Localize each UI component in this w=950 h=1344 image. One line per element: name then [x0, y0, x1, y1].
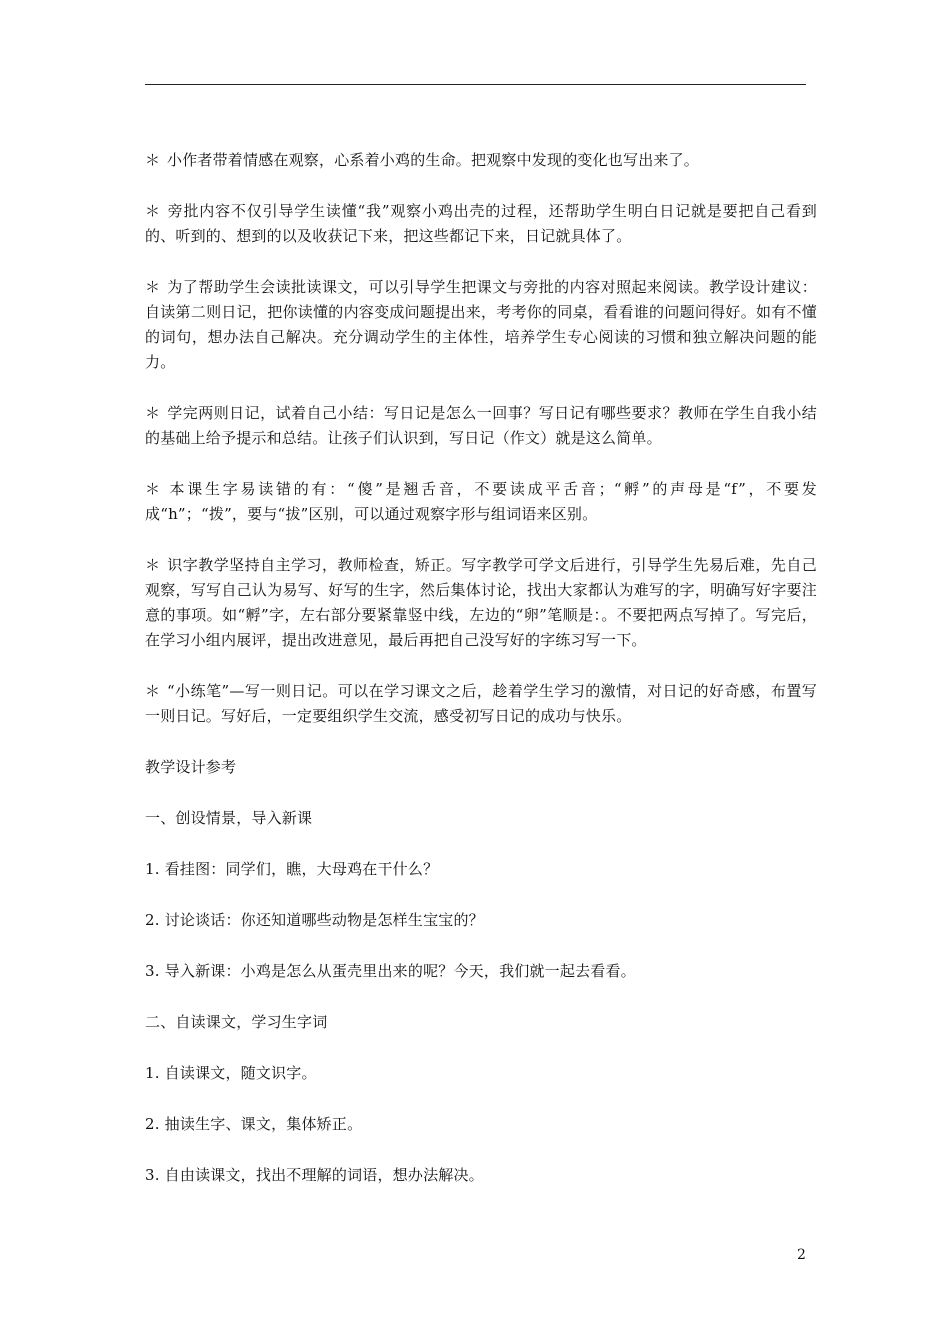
annotation-paragraph [145, 401, 817, 451]
part2-heading: 二、自读课文，学习生字词 [145, 1013, 328, 1031]
part1-heading: 一、创设情景，导入新课 [145, 809, 313, 827]
page-content [145, 148, 817, 1214]
list-item: 3. 自由读课文，找出不理解的词语，想办法解决。 [145, 1166, 484, 1184]
star-bullet-icon: ＊ [145, 682, 161, 700]
star-bullet-icon: ＊ [145, 151, 161, 169]
annotation-text: 识字教学坚持自主学习，教师检查，矫正。写字教学可学文后进行，引导学生先易后难，先自己观察，写写自己认为易写、好写的生字，然后集体讨论，找出大家都认为难写的字，明确写好字要注意的事项。如“孵”字，左右部分要紧靠竖中线，左边的“卵”笔顺是：。不要把两点写掉了。写完后，在学习小组内展评，提出改进意见，最后再把自己没写好的字练习写一下。 [145, 556, 817, 649]
annotation-text: 旁批内容不仅引导学生读懂“我”观察小鸡出壳的过程，还帮助学生明白日记就是要把自己看到的、听到的、想到的以及收获记下来，把这些都记下来，日记就具体了。 [145, 202, 817, 245]
annotation-text: “小练笔”—写一则日记。可以在学习课文之后，趁着学生学习的激情，对日记的好奇感，布置写一则日记。写好后，一定要组织学生交流，感受初写日记的成功与快乐。 [145, 682, 817, 725]
annotation-paragraph [145, 148, 817, 173]
annotation-paragraph [145, 679, 817, 729]
annotation-paragraph [145, 553, 817, 653]
annotation-text: 学完两则日记，试着自己小结：写日记是怎么一回事？写日记有哪些要求？教师在学生自我小结的基础上给予提示和总结。让孩子们认识到，写日记（作文）就是这么简单。 [145, 404, 817, 447]
star-bullet-icon: ＊ [145, 278, 161, 296]
star-bullet-icon: ＊ [145, 556, 161, 574]
section-title: 教学设计参考 [145, 758, 237, 776]
annotation-paragraph [145, 275, 817, 375]
star-bullet-icon: ＊ [145, 480, 161, 498]
star-bullet-icon: ＊ [145, 404, 161, 422]
annotation-text: 为了帮助学生会读批读课文，可以引导学生把课文与旁批的内容对照起来阅读。教学设计建议：自读第二则日记，把你读懂的内容变成问题提出来，考考你的同桌，看看谁的问题问得好。如有不懂的词句，想办法自己解决。充分调动学生的主体性，培养学生专心阅读的习惯和独立解决问题的能力。 [145, 278, 817, 371]
list-item: 2. 讨论谈话：你还知道哪些动物是怎样生宝宝的？ [145, 911, 484, 929]
header-rule [145, 84, 806, 85]
page-number: 2 [797, 1247, 806, 1263]
list-item: 1. 看挂图：同学们，瞧，大母鸡在干什么？ [145, 860, 439, 878]
annotation-text: 小作者带着情感在观察，心系着小鸡的生命。把观察中发现的变化也写出来了。 [167, 151, 700, 169]
annotation-paragraph [145, 477, 817, 527]
list-item: 3. 导入新课：小鸡是怎么从蛋壳里出来的呢？今天，我们就一起去看看。 [145, 962, 636, 980]
list-item: 1. 自读课文，随文识字。 [145, 1064, 317, 1082]
annotation-paragraph [145, 199, 817, 249]
star-bullet-icon: ＊ [145, 202, 161, 220]
list-item: 2. 抽读生字、课文，集体矫正。 [145, 1115, 363, 1133]
annotation-text: 本课生字易读错的有：“傻”是翘舌音，不要读成平舌音；“孵”的声母是“f”，不要发成“h”；“拨”，要与“拔”区别，可以通过观察字形与组词语来区别。 [145, 480, 817, 523]
